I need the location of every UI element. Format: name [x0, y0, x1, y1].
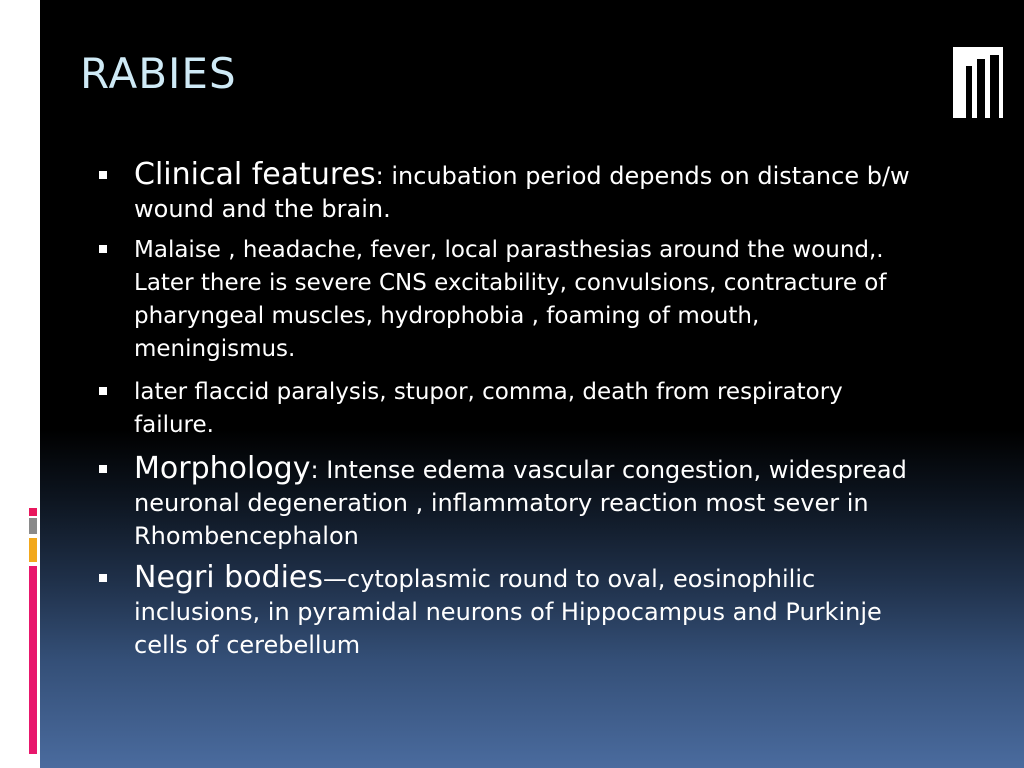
accent-bar-pink [29, 566, 37, 754]
accent-bar-orange [29, 538, 37, 562]
bullet-marker-icon [99, 574, 107, 582]
bullet-symptoms [97, 234, 927, 366]
bullet-lead: Clinical features [134, 157, 376, 192]
bullet-text: : Intense edema vascular congestion, widespread neuronal degeneration , inflammatory reaction most sever in Rhombencephalon [134, 456, 907, 550]
bullet-marker-icon [99, 245, 107, 253]
bullet-clinical-features [97, 158, 927, 226]
bullet-negri-bodies [97, 561, 927, 662]
accent-bar-gray [29, 518, 37, 534]
slide-title: RABIES [80, 49, 237, 98]
bullet-marker-icon [99, 387, 107, 395]
bullet-text: : incubation period depends on distance b/w wound and the brain. [134, 162, 910, 223]
bullet-text: Malaise , headache, fever, local parasthesias around the wound,. Later there is severe CNS excitability, convulsions, contracture of pharyngeal muscles, hydrophobia , foaming of mouth, meningismus. [134, 237, 887, 362]
bullet-lead: Negri bodies [134, 560, 324, 595]
bullet-list [97, 158, 927, 670]
vertical-stripes-decoration [953, 47, 1013, 118]
bullet-morphology [97, 452, 927, 553]
bullet-marker-icon [99, 171, 107, 179]
bullet-lead: Morphology [134, 451, 311, 486]
bullet-text: later flaccid paralysis, stupor, comma, death from respiratory failure. [134, 379, 843, 438]
accent-bar-red [29, 508, 37, 516]
bullet-marker-icon [99, 465, 107, 473]
bullet-later-stage [97, 376, 927, 442]
bullet-text: —cytoplasmic round to oval, eosinophilic inclusions, in pyramidal neurons of Hippocampus and Purkinje cells of cerebellum [134, 565, 882, 659]
